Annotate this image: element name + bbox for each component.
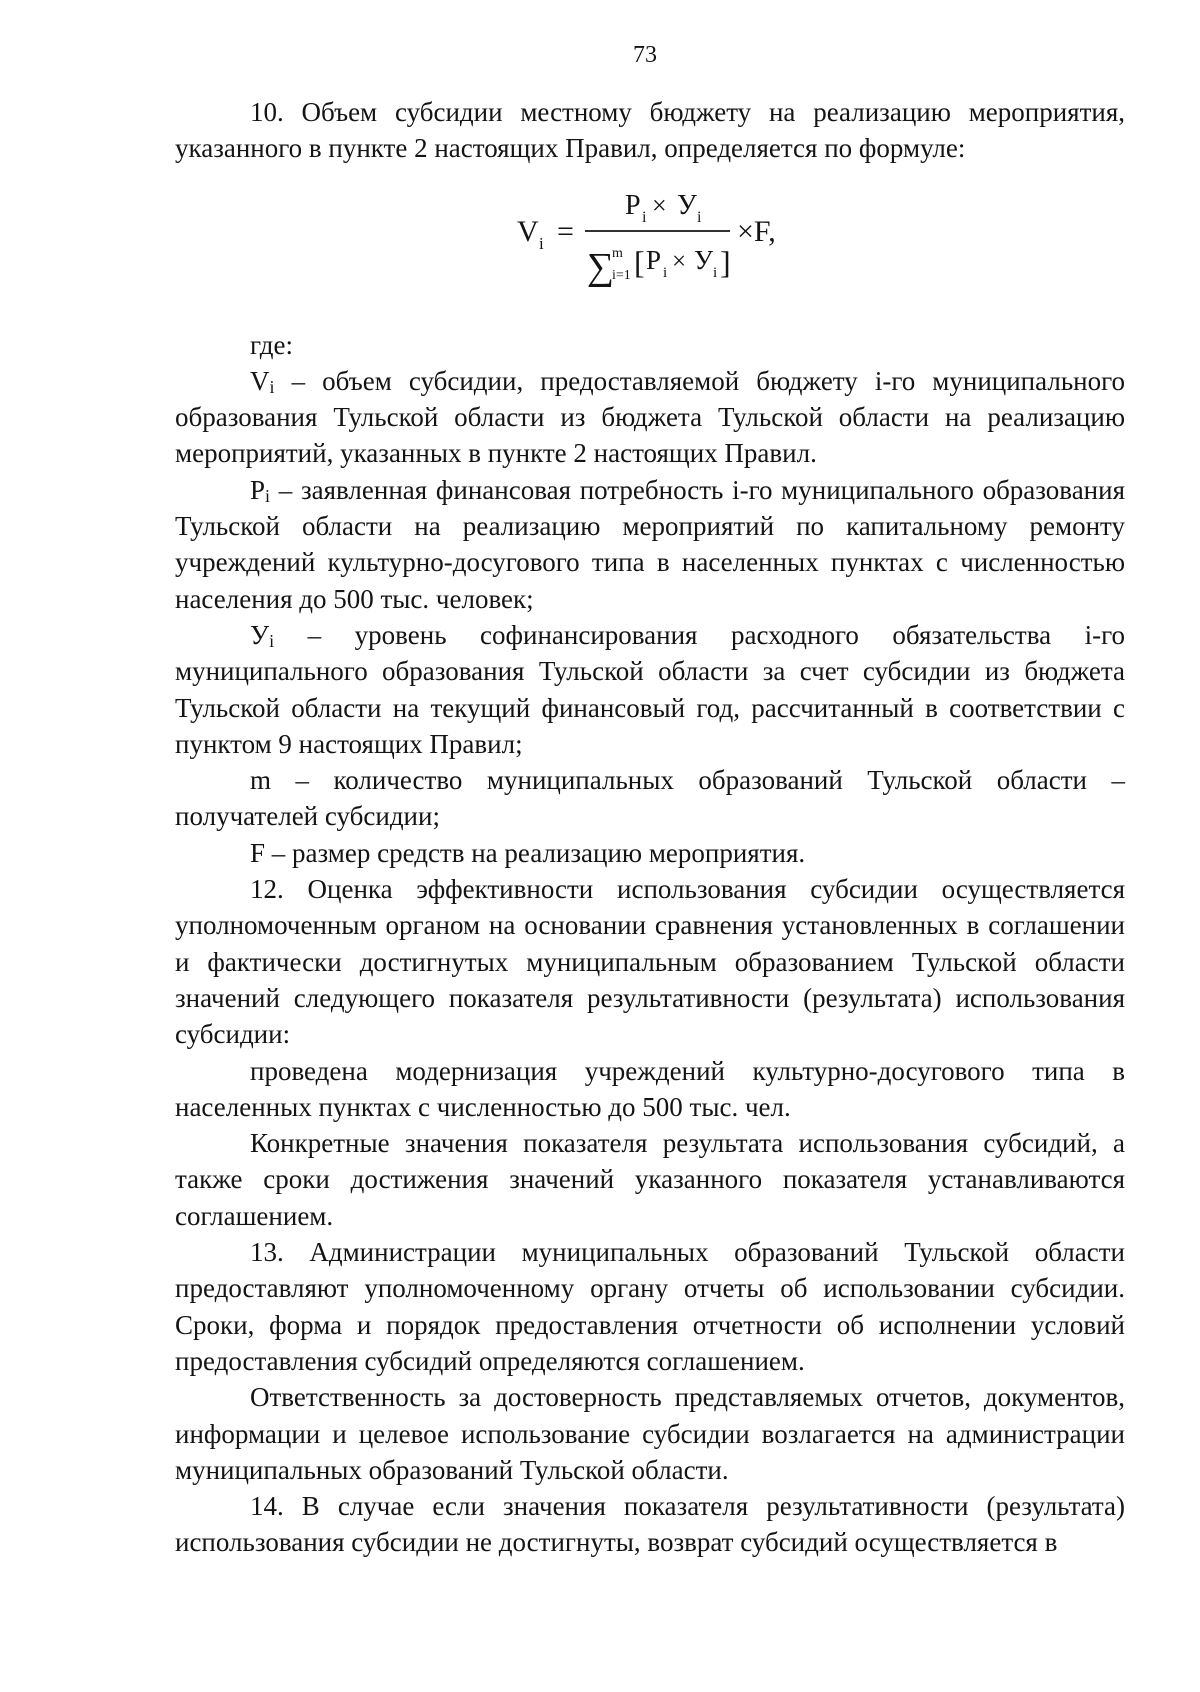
symbol-vi: V — [250, 365, 270, 396]
formula-den-p: P — [646, 244, 662, 275]
definition-f: F – размер средств на реализацию мероприятия. — [250, 837, 806, 868]
paragraph-13-responsibility: Ответственность за достоверность представляемых отчетов, документов, информации и целевое использование субсидии возлагается на администрации муниципальных образований Тульской области. — [175, 1382, 1125, 1485]
symbol-ui-sub: i — [269, 630, 275, 651]
formula-num-times: × — [652, 190, 667, 220]
definition-m: m – количество муниципальных образований Тульской области – получателей субсидии; — [175, 765, 1125, 832]
formula-den-close: ] — [720, 243, 731, 280]
definition-pi-text: – заявленная финансовая потребность i-го муниципального образования Тульской области на реализацию мероприятий по капитальному ремонту учреждений культурно-досугового типа в населенных пунктах с численностью населения до 500 тыс. человек; — [175, 474, 1125, 614]
formula-equals: = — [557, 214, 574, 248]
formula-den-open: [ — [634, 243, 645, 280]
subsidy-formula — [175, 181, 1125, 289]
formula-num-p-sub: i — [642, 208, 647, 226]
formula-num-u-sub: i — [697, 208, 702, 226]
document-body — [175, 94, 1125, 1561]
definition-vi — [175, 363, 1125, 472]
formula-sigma-lower: i=1 — [612, 267, 631, 283]
definition-ui-text: – уровень софинансирования расходного обязательства i-го муниципального образования Тульской области за счет субсидии из бюджета Тульской области на текущий финансовый год, рассчитанный в соответствии с пунктом 9 настоящих Правил; — [175, 619, 1125, 759]
paragraph-10: 10. Объем субсидии местному бюджету на реализацию мероприятия, указанного в пункте 2 настоящих Правил, определяется по формуле: — [175, 97, 1125, 164]
symbol-ui: У — [250, 619, 270, 650]
symbol-vi-sub: i — [269, 376, 275, 397]
formula-den-p-sub: i — [663, 264, 668, 281]
definition-vi-text: – объем субсидии, предоставляемой бюджету i-го муниципального образования Тульской области из бюджета Тульской области на реализацию мероприятий, указанных в пункте 2 настоящих Правил. — [175, 365, 1125, 469]
paragraph-12-indicator: проведена модернизация учреждений культурно-досугового типа в населенных пунктах с численностью до 500 тыс. чел. — [175, 1055, 1125, 1122]
formula-den-u-sub: i — [713, 264, 718, 281]
formula-sigma: ∑ — [587, 245, 615, 288]
paragraph-14: 14. В случае если значения показателя результативности (результата) использования субсидии не достигнуты, возврат субсидий осуществляется в — [175, 1491, 1125, 1558]
definition-ui — [175, 617, 1125, 762]
formula-num-u: У — [677, 189, 697, 221]
formula-lhs: V — [517, 214, 539, 248]
formula-rhs: ×F, — [737, 214, 776, 248]
formula-num-p: P — [625, 189, 641, 221]
formula-den-times: × — [672, 247, 687, 275]
page-number: 73 — [633, 42, 657, 68]
formula-den-u: У — [694, 244, 714, 275]
paragraph-12-concrete-values: Конкретные значения показателя результата использования субсидий, а также сроки достижения значений указанного показателя устанавливаются соглашением. — [175, 1128, 1125, 1231]
symbol-pi: P — [250, 474, 266, 505]
formula-lhs-sub: i — [539, 233, 544, 253]
formula-sigma-upper: m — [612, 245, 623, 261]
paragraph-13: 13. Администрации муниципальных образований Тульской области предоставляют уполномоченному органу отчеты об использовании субсидии. Сроки, форма и порядок предоставления отчетности об исполнении условий предоставления субсидий определяются соглашением. — [175, 1237, 1125, 1376]
paragraph-12: 12. Оценка эффективности использования субсидии осуществляется уполномоченным органом на основании сравнения установленных в соглашении и фактически достигнутых муниципальным образованием Тульской области значений следующего показателя результативности (результата) использования субсидии: — [175, 874, 1125, 1050]
symbol-pi-sub: i — [265, 485, 271, 506]
definition-pi — [175, 472, 1125, 617]
where-label: где: — [250, 329, 293, 360]
